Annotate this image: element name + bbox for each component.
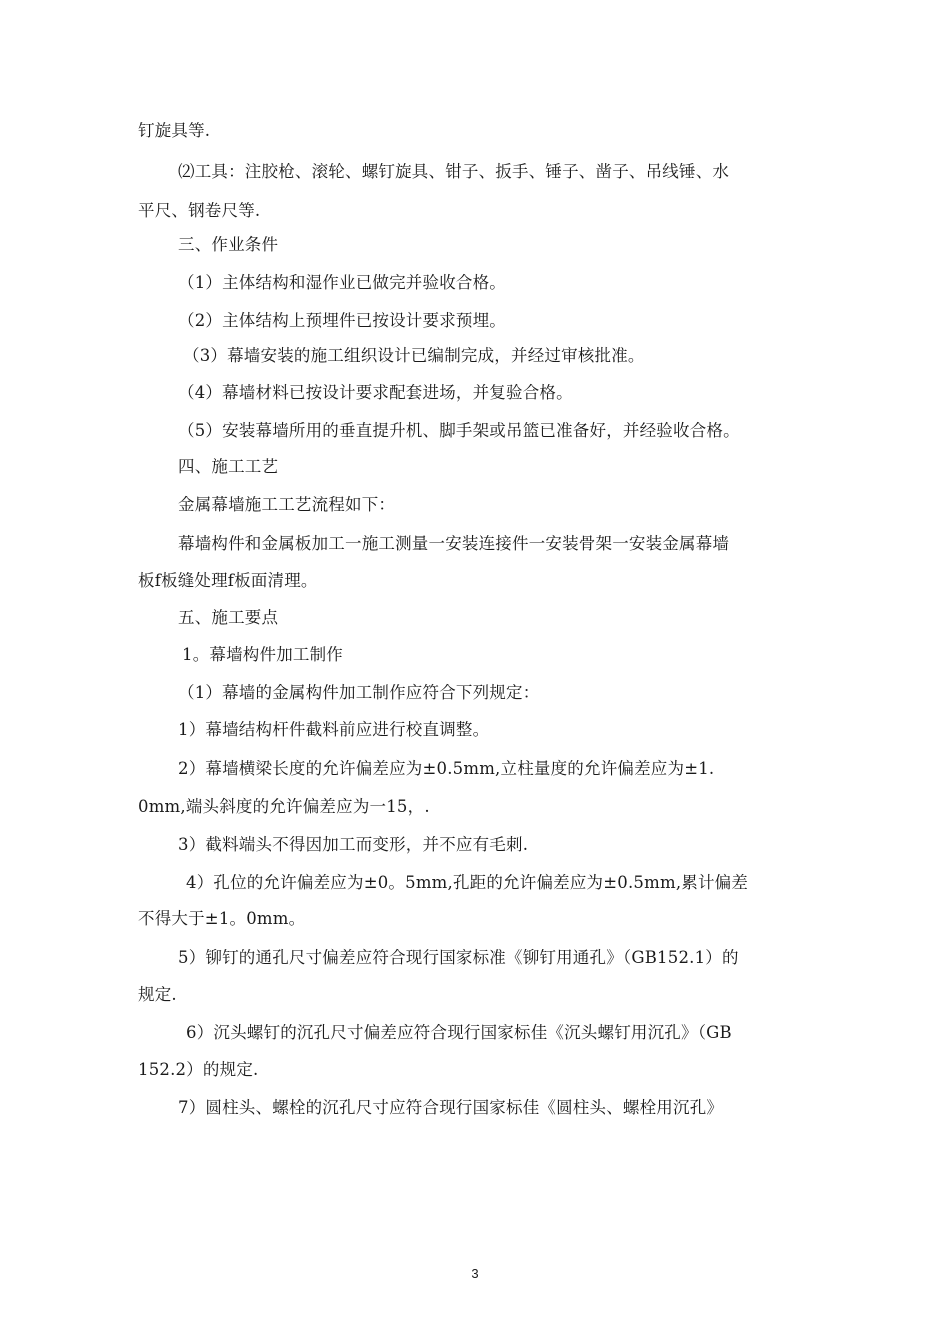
section-heading: 三、作业条件: [178, 235, 279, 254]
subsection-heading: 1。幕墙构件加工制作: [182, 645, 343, 664]
text-line: 5）铆钉的通孔尺寸偏差应符合现行国家标准《铆钉用通孔》（GB152.1）的: [178, 948, 739, 967]
text-line: （1）主体结构和湿作业已做完并验收合格。: [178, 273, 506, 292]
text-line: 平尺、钢卷尺等.: [138, 201, 261, 220]
section-heading: 五、施工要点: [178, 608, 279, 627]
text-line: 152.2）的规定.: [138, 1060, 259, 1079]
text-line: （2）主体结构上预埋件已按设计要求预埋。: [178, 311, 506, 330]
text-line: 1）幕墙结构杆件截料前应进行校直调整。: [178, 720, 490, 739]
text-line: 2）幕墙横梁长度的允许偏差应为±0.5mm,立柱量度的允许偏差应为±1.: [178, 759, 715, 778]
text-line: 4）孔位的允许偏差应为±0。5mm,孔距的允许偏差应为±0.5mm,累计偏差: [186, 873, 749, 892]
text-line: 钉旋具等.: [138, 121, 211, 140]
text-line: 不得大于±1。0mm。: [138, 909, 306, 928]
text-line: （1）幕墙的金属构件加工制作应符合下列规定：: [178, 683, 540, 702]
section-heading: 四、施工工艺: [178, 457, 279, 476]
text-line: 金属幕墙施工工艺流程如下：: [178, 495, 396, 514]
text-line: 规定.: [138, 985, 177, 1004]
text-line: （4）幕墙材料已按设计要求配套进场，并复验合格。: [178, 383, 573, 402]
text-line: 3）截料端头不得因加工而变形，并不应有毛刺.: [178, 835, 529, 854]
page-number: 3: [471, 1266, 479, 1281]
text-line: 7）圆柱头、螺栓的沉孔尺寸应符合现行国家标佳《圆柱头、螺栓用沉孔》: [178, 1098, 724, 1117]
text-line: （3）幕墙安装的施工组织设计已编制完成，并经过审核批准。: [183, 346, 645, 365]
text-line: 6）沉头螺钉的沉孔尺寸偏差应符合现行国家标佳《沉头螺钉用沉孔》（GB: [186, 1023, 732, 1042]
text-line: （5）安装幕墙所用的垂直提升机、脚手架或吊篮已准备好，并经验收合格。: [178, 421, 740, 440]
text-line: ⑵工具：注胶枪、滚轮、螺钉旋具、钳子、扳手、锤子、凿子、吊线锤、水: [178, 162, 730, 181]
text-line: 幕墙构件和金属板加工一施工测量一安装连接件一安装骨架一安装金属幕墙: [178, 534, 730, 553]
text-line: 0mm,端头斜度的允许偏差应为一15，.: [138, 797, 430, 816]
text-line: 板f板缝处理f板面清理。: [138, 571, 318, 590]
